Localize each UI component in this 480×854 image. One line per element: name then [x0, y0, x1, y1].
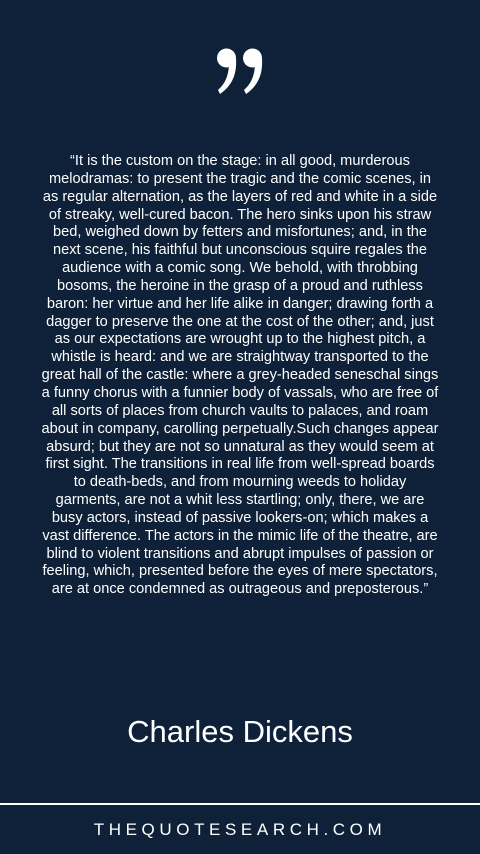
site-link[interactable]: THEQUOTESEARCH.COM: [93, 820, 387, 839]
closing-double-quote-icon: [217, 48, 263, 96]
quote-mark-icon: [0, 48, 480, 101]
quote-text: “It is the custom on the stage: in all good, murderous melodramas: to present the tragic and the comic scenes, in as regular alternation, as the layers of red and white in a side of streaky, well-cured bacon. The hero sinks upon his straw bed, weighed down by fetters and misfortunes; and, in the next scene, his faithful but unconscious squire regales the audience with a comic song. We behold, with throbbing bosoms, the heroine in the grasp of a proud and ruthless baron: her virtue and her life alike in danger; drawing forth a dagger to preserve the one at the cost of the other; and, just as our expectations are wrought up to the highest pitch, a whistle is heard: and we are straightway transported to the great hall of the castle: where a grey-headed seneschal sings a funny chorus with a funnier body of vassals, who are free of all sorts of places from church vaults to palaces, and roam about in company, carolling perpetually.Such changes appear absurd; but they are not so unnatural as they would seem at first sight. The transitions in real life from well-spread boards to death-beds, and from mourning weeds to holiday garments, are not a whit less startling; only, there, we are busy actors, instead of passive lookers-on; which makes a vast difference. The actors in the mimic life of the theatre, are blind to violent transitions and abrupt impulses of passion or feeling, which, presented before the eyes of mere spectators, are at once condemned as outrageous and preposterous.”: [41, 153, 439, 598]
author-name: Charles Dickens: [127, 714, 353, 749]
footer-divider: [0, 803, 480, 805]
